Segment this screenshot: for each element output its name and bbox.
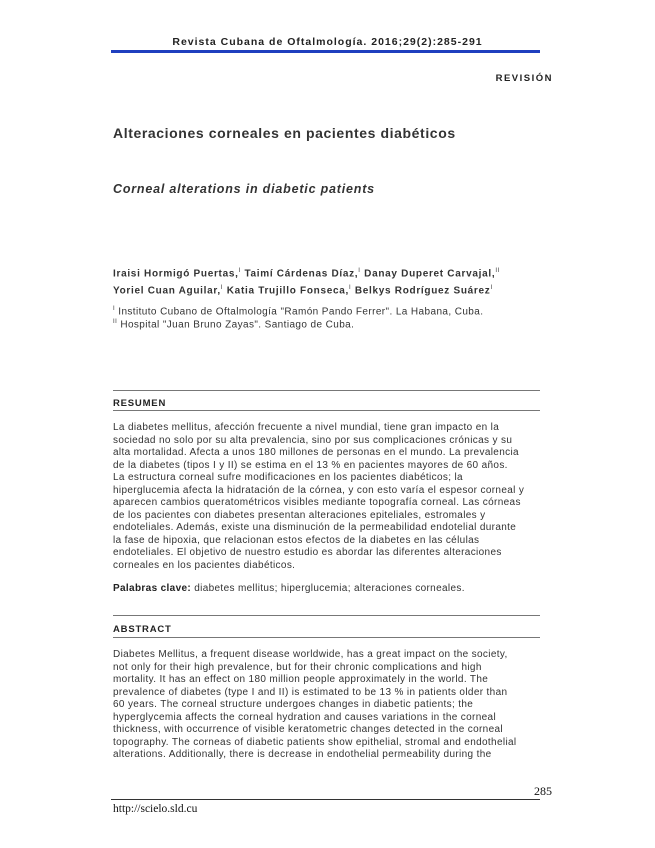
author-line-1	[113, 264, 553, 281]
footer-rule	[111, 799, 540, 800]
text-line: hyperglycemia affects the corneal hydration and causes variations in the corneal	[113, 711, 497, 723]
footer-url: http://scielo.sld.cu	[113, 803, 198, 815]
author-affiliation-mark: II	[495, 268, 501, 274]
affiliation-text: Instituto Cubano de Oftalmología "Ramón Pando Ferrer". La Habana, Cuba.	[118, 306, 484, 318]
text-line: topography. The corneas of diabetic patients show epithelial, stromal and endothelial	[113, 736, 517, 748]
text-line: alterations. Additionally, there is decrease in endothelial permeability during the	[113, 749, 492, 760]
page-number: 285	[534, 784, 552, 798]
abstract-top-rule	[113, 615, 540, 616]
author-name: Danay Duperet Carvajal,	[364, 268, 496, 280]
text-line: prevalence of diabetes (type I and II) is estimated to be 13 % in patients older than	[113, 686, 508, 698]
keywords-text: diabetes mellitus; hiperglucemia; alteraciones corneales.	[194, 583, 465, 594]
text-line: de los pacientes con diabetes presentan alteraciones epiteliales, estromales y	[113, 509, 486, 521]
text-line: La diabetes mellitus, afección frecuente a nivel mundial, tiene gran impacto en la	[113, 422, 500, 433]
text-line: 60 years. The corneal structure undergoes changes in diabetic patients; the	[113, 699, 474, 710]
author-name: Taimí Cárdenas Díaz,	[244, 268, 359, 280]
header-rule	[111, 50, 540, 53]
article-title-english: Corneal alterations in diabetic patients	[113, 182, 375, 196]
resumen-heading: RESUMEN	[113, 398, 167, 409]
text-line: la fase de hipoxia, que relacionan estos efectos de la diabetes en las células	[113, 534, 480, 546]
affiliation-text: Hospital "Juan Bruno Zayas". Santiago de Cuba.	[120, 319, 355, 331]
text-line: not only for their high prevalence, but for their chronic complications and high	[113, 661, 482, 673]
abstract-heading-rule	[113, 637, 540, 638]
author-affiliation-mark: I	[349, 285, 352, 292]
author-line-2	[113, 281, 553, 298]
text-line: sociedad no solo por su alta prevalencia, sino por sus complicaciones crónicas y su	[113, 434, 513, 446]
author-name: Iraisi Hormigó Puertas,	[113, 268, 239, 280]
text-line: La estructura corneal sufre modificaciones en los pacientes diabéticos; la	[113, 472, 463, 483]
text-line: Diabetes Mellitus, a frequent disease worldwide, has a great impact on the society,	[113, 649, 508, 660]
text-line: alta mortalidad. Afecta a unos 180 millones de personas en el mundo. La prevalencia	[113, 447, 519, 458]
keywords	[113, 583, 465, 594]
text-line: aparecen cambios queratométricos visibles mediante topografía corneal. Las córneas	[113, 497, 521, 508]
abstract-text	[113, 649, 548, 762]
resumen-top-rule	[113, 390, 540, 391]
author-name: Belkys Rodríguez Suárez	[354, 285, 491, 297]
affiliation-2	[113, 315, 553, 332]
section-tag: REVISIÓN	[495, 73, 553, 84]
affiliation-mark: I	[113, 306, 116, 312]
author-list	[113, 264, 553, 299]
text-line: de la diabetes (tipos I y II) se estima en el 13 % en pacientes mayores de 60 años.	[113, 459, 508, 471]
journal-header: Revista Cubana de Oftalmología. 2016;29(2):285-291	[172, 36, 483, 48]
text-line: hiperglucemia afecta la hidratación de la córnea, y con esto varía el espesor corneal y	[113, 484, 525, 496]
author-name: Katia Trujillo Fonseca,	[226, 285, 350, 297]
text-line: endoteliales. Además, existe una disminución de la permeabilidad endotelial durante	[113, 522, 517, 533]
text-line: mortality. It has an effect on 180 million people approximately in the world. The	[113, 674, 489, 685]
author-affiliation-mark: I	[238, 268, 241, 274]
article-title-spanish: Alteraciones corneales en pacientes diabéticos	[113, 125, 456, 141]
author-affiliation-mark: I	[220, 285, 224, 292]
text-line: thickness, with occurrence of visible keratometric changes detected in the corneal	[113, 724, 503, 735]
affiliation-mark: II	[113, 319, 118, 325]
author-affiliation-mark: I	[490, 285, 493, 292]
resumen-text	[113, 422, 548, 572]
text-line: corneales en los pacientes diabéticos.	[113, 559, 296, 571]
text-line: endoteliales. El objetivo de nuestro estudio es abordar las diferentes alteraciones	[113, 547, 502, 558]
author-name: Yoriel Cuan Aguilar,	[113, 285, 221, 297]
keywords-label: Palabras clave:	[113, 583, 192, 594]
author-affiliation-mark: I	[358, 268, 361, 274]
resumen-heading-rule	[113, 410, 540, 411]
abstract-heading: ABSTRACT	[113, 624, 172, 635]
